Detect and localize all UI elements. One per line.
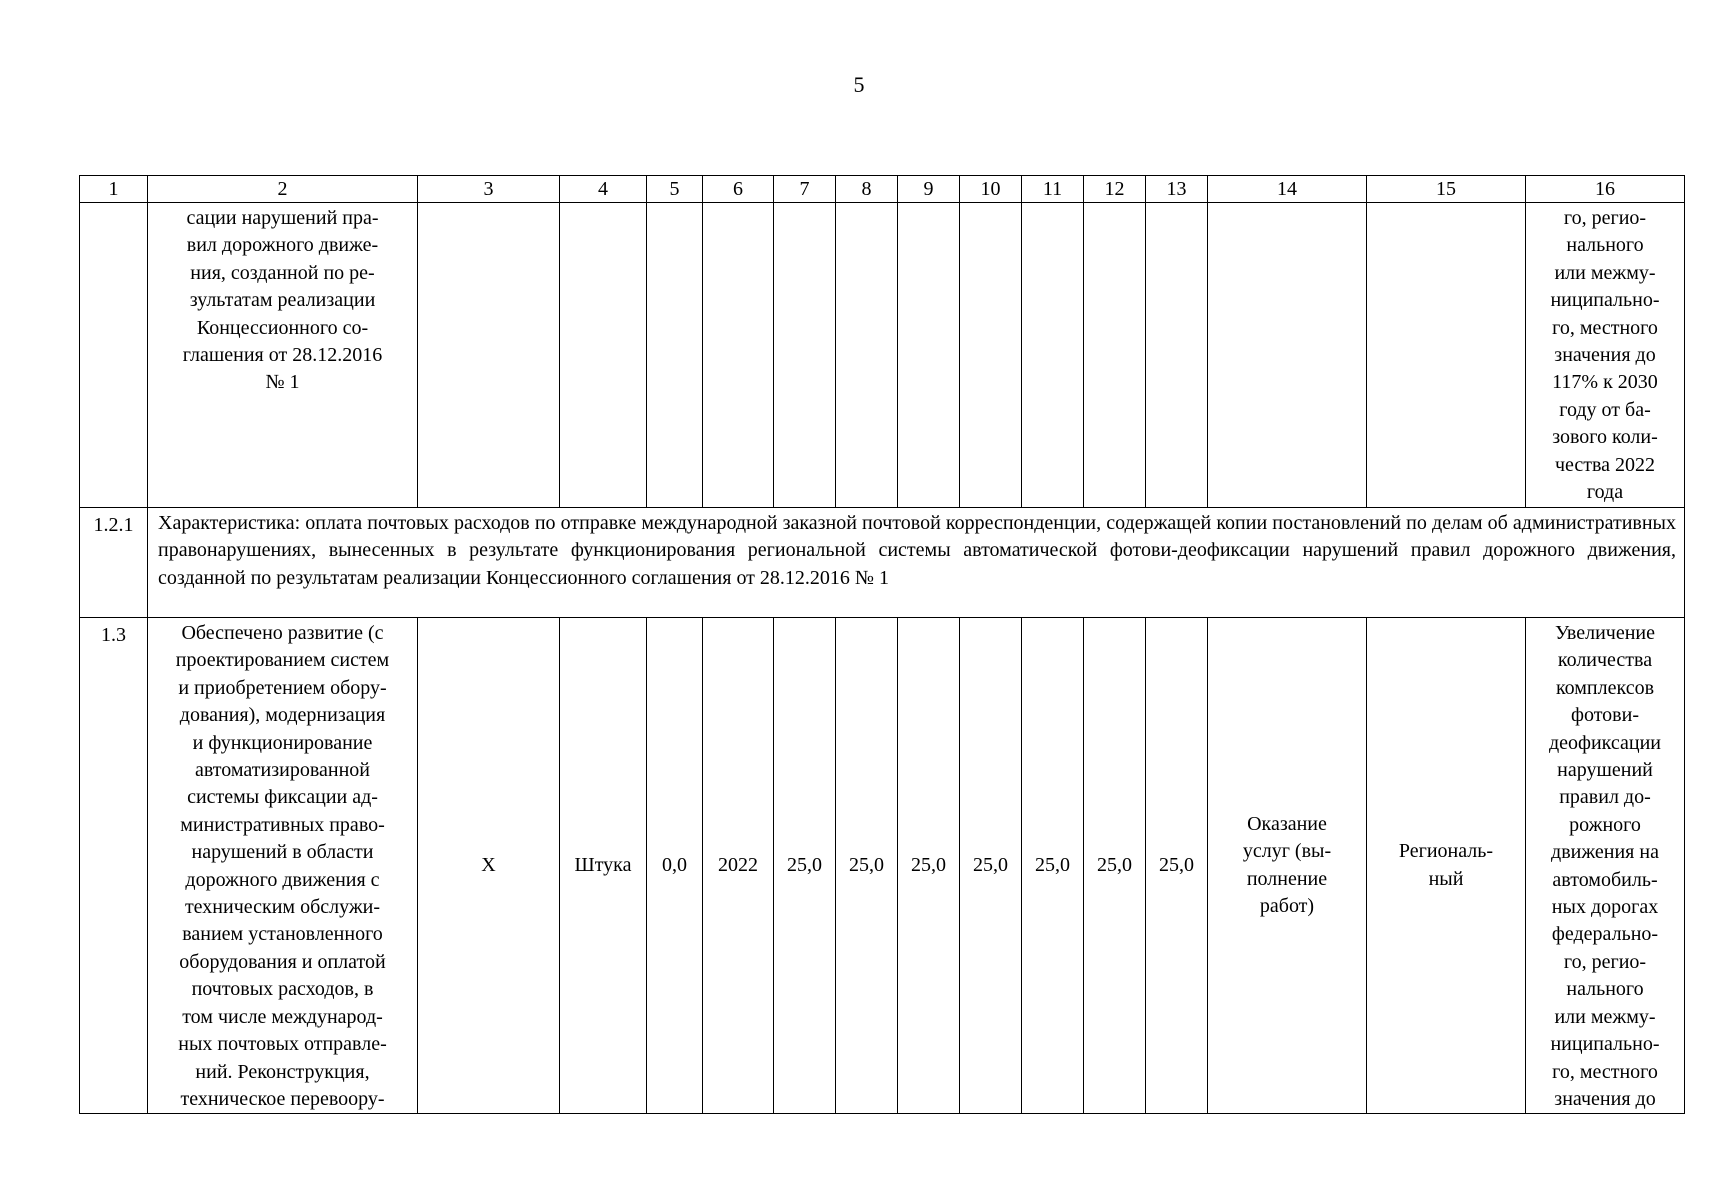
cell-empty	[560, 203, 647, 508]
cell-empty	[1146, 203, 1208, 508]
cell-empty	[960, 203, 1022, 508]
cell-value: 25,0	[836, 618, 898, 1114]
cell-empty	[1084, 203, 1146, 508]
cell-value: 25,0	[774, 618, 836, 1114]
header-cell: 6	[703, 176, 774, 203]
cell-empty	[1208, 203, 1367, 508]
cell-col3: Х	[418, 618, 560, 1114]
cell-type: Оказание услуг (вы- полнение работ)	[1208, 618, 1367, 1114]
table-row-continued	[80, 203, 1685, 508]
header-cell: 9	[898, 176, 960, 203]
header-cell: 8	[836, 176, 898, 203]
header-cell: 15	[1367, 176, 1526, 203]
header-cell: 11	[1022, 176, 1084, 203]
cell-empty	[80, 203, 148, 508]
table-header-row	[80, 176, 1685, 203]
cell-item-number: 1.2.1	[80, 508, 148, 618]
cell-expected-result: Увеличение количества комплексов фотови- деофиксации нарушений правил до- рожного движения на автомобиль- ных дорогах федерально- го, регио- нального или межму- ниципально- го, местного значения до	[1526, 618, 1685, 1114]
table-row-characteristic	[80, 508, 1685, 618]
table-row-item	[80, 618, 1685, 1114]
cell-empty	[703, 203, 774, 508]
header-cell: 13	[1146, 176, 1208, 203]
cell-level: Региональ- ный	[1367, 618, 1526, 1114]
cell-characteristic: Характеристика: оплата почтовых расходов по отправке международной заказной почтовой корреспонденции, содержащей копии постановлений по делам об административных правонарушениях, вынесенных в результате функционирования региональной системы автоматической фотови-деофиксации нарушений правил дорожного движения, созданной по результатам реализации Концессионного соглашения от 28.12.2016 № 1	[148, 508, 1685, 618]
cell-empty	[1022, 203, 1084, 508]
cell-description: Обеспечено развитие (с проектированием систем и приобретением обору- дования), модернизация и функционирование автоматизированной системы фиксации ад- министративных право- нарушений в области дорожного движения с техническим обслужи- ванием установленного оборудования и оплатой почтовых расходов, в том числе международ- ных почтовых отправле- ний. Реконструкция, техническое перевоору-	[148, 618, 418, 1114]
header-cell: 16	[1526, 176, 1685, 203]
cell-value: 25,0	[1146, 618, 1208, 1114]
header-cell: 4	[560, 176, 647, 203]
cell-empty	[418, 203, 560, 508]
cell-description: сации нарушений пра- вил дорожного движе- ния, созданной по ре- зультатам реализации Концессионного со- глашения от 28.12.2016 № 1	[148, 203, 418, 508]
cell-base-year: 2022	[703, 618, 774, 1114]
header-cell: 2	[148, 176, 418, 203]
cell-item-number: 1.3	[80, 618, 148, 1114]
header-cell: 10	[960, 176, 1022, 203]
cell-empty	[774, 203, 836, 508]
targets-table	[79, 175, 1685, 1114]
cell-value: 25,0	[1022, 618, 1084, 1114]
page-number: 5	[853, 72, 865, 97]
cell-empty	[836, 203, 898, 508]
header-cell: 7	[774, 176, 836, 203]
cell-expected-result: го, регио- нального или межму- ниципально- го, местного значения до 117% к 2030 году от ба- зового коли- чества 2022 года	[1526, 203, 1685, 508]
header-cell: 3	[418, 176, 560, 203]
cell-base-value: 0,0	[647, 618, 703, 1114]
header-cell: 5	[647, 176, 703, 203]
header-cell: 12	[1084, 176, 1146, 203]
cell-unit: Штука	[560, 618, 647, 1114]
cell-value: 25,0	[960, 618, 1022, 1114]
header-cell: 14	[1208, 176, 1367, 203]
header-cell: 1	[80, 176, 148, 203]
cell-empty	[647, 203, 703, 508]
cell-empty	[898, 203, 960, 508]
cell-value: 25,0	[1084, 618, 1146, 1114]
cell-value: 25,0	[898, 618, 960, 1114]
cell-empty	[1367, 203, 1526, 508]
